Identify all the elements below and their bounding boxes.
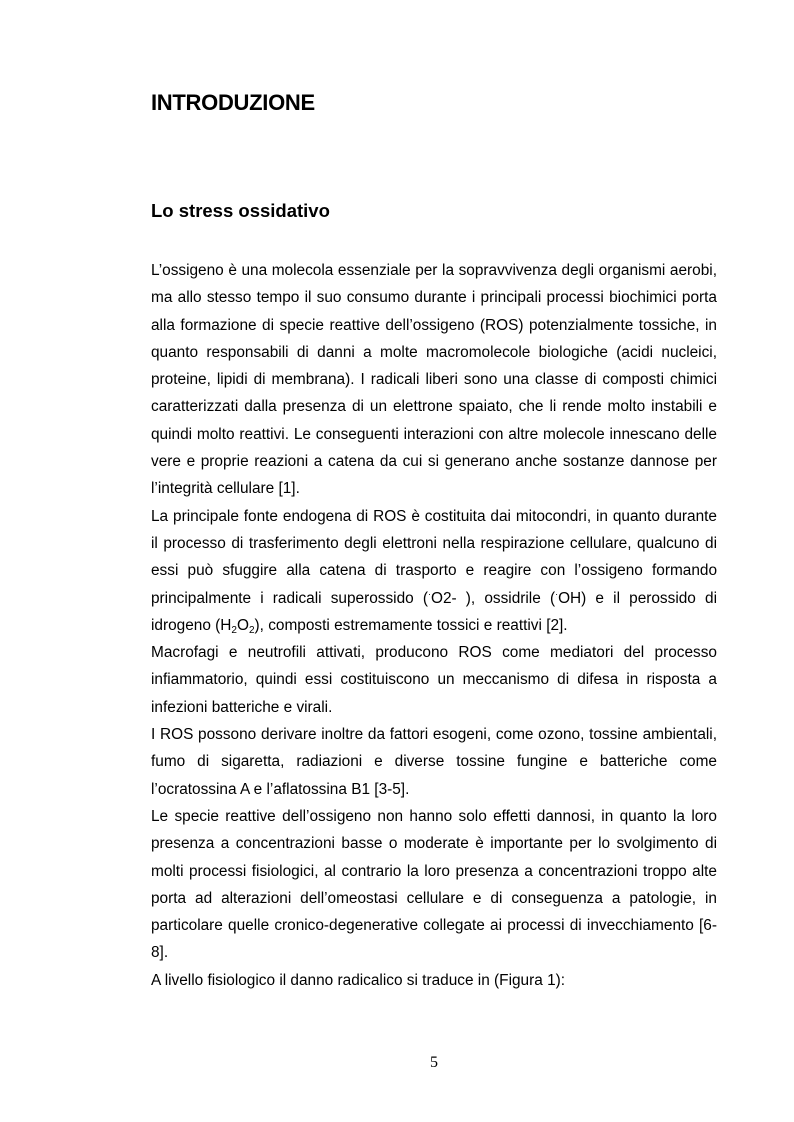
paragraph-physiological: A livello fisiologico il danno radicalico si traduce in (Figura 1):: [151, 971, 566, 989]
body-text: [151, 257, 717, 994]
chapter-heading: INTRODUZIONE: [151, 90, 315, 115]
page-number: 5: [430, 1054, 438, 1071]
paragraph-exogenous: I ROS possono derivare inoltre da fattori esogeni, come ozono, tossine ambientali, fumo di sigaretta, radiazioni e diverse tossine fungine e batteriche come l’ocratossina A e l’aflatossina B1 [3-5].: [151, 726, 717, 798]
paragraph-oxygen: L’ossigeno è una molecola essenziale per la sopravvivenza degli organismi aerobi, ma allo stesso tempo il suo consumo durante i principali processi biochimici porta alla formazione di specie reattive dell’ossigeno (ROS) potenzialmente tossiche, in quanto responsabili di danni a molte macromolecole biologiche (acidi nucleici, proteine, lipidi di membrana). I radicali liberi sono una classe di composti chimici caratterizzati dalla presenza di un elettrone spaiato, che li rende molto instabili e quindi molto reattivi. Le conseguenti interazioni con altre molecole innescano delle vere e proprie reazioni a catena da cui si generano anche sostanze dannose per l’integrità cellulare [1].: [151, 262, 717, 498]
paragraph-macrophages: Macrofagi e neutrofili attivati, producono ROS come mediatori del processo infiammatorio, quindi essi costituiscono un meccanismo di difesa in risposta a infezioni batteriche e virali.: [151, 644, 717, 716]
paragraph-effects: Le specie reattive dell’ossigeno non hanno solo effetti dannosi, in quanto la loro presenza a concentrazioni basse o moderate è importante per lo svolgimento di molti processi fisiologici, al contrario la loro presenza a concentrazioni troppo alte porta ad alterazioni dell’omeostasi cellulare e di conseguenza a patologie, in particolare quelle cronico-degenerative collegate ai processi di invecchiamento [6-8].: [151, 807, 717, 962]
section-title: Lo stress ossidativo: [151, 200, 330, 221]
paragraph-ros-sources: La principale fonte endogena di ROS è costituita dai mitocondri, in quanto durante il processo di trasferimento degli elettroni nella respirazione cellulare, qualcuno di essi può sfuggire alla catena di trasporto e reagire con l’ossigeno formando principalmente i radicali superossido (·O2- ), ossidrile (·OH) e il perossido di idrogeno $(H_2O_2)$, composti estremamente tossici e reattivi [2].: [151, 507, 717, 636]
